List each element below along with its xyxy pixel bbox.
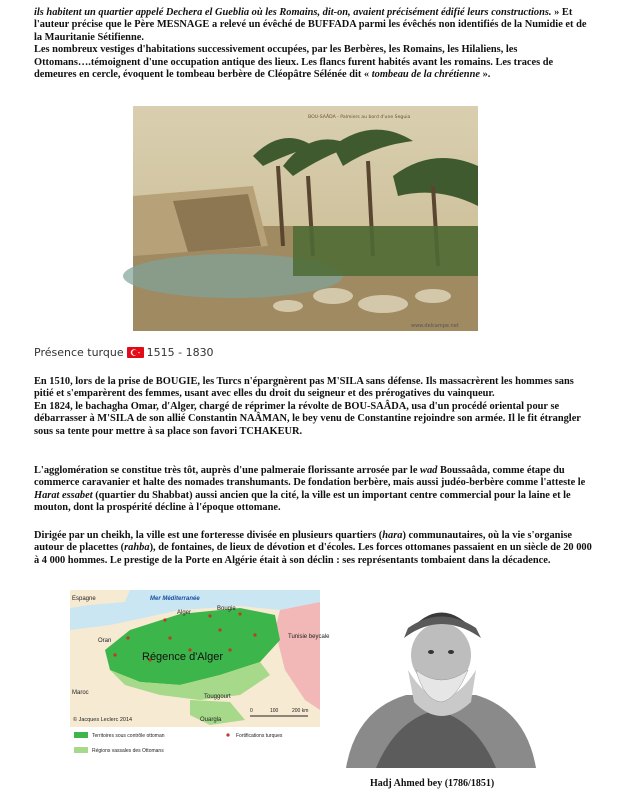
cheikh-paragraph: Dirigée par un cheikh, la ville est une forteresse divisée en plusieurs quartiers (hara) communautaires, où la vie s'organise autour de placettes (rahba), de fontaines, de lieux de dévotion et d'écoles. Les forces ottomanes passaient en un siècle de 20 000 à 4 000 hommes. Le prestige de la Porte en Algérie était à son déclin : ses représentants tombaient dans la décadence.	[34, 530, 592, 566]
map-label-mer: Mer Méditerranée	[150, 596, 200, 602]
agglomeration-paragraph: L'agglomération se constitue très tôt, auprès d'une palmeraie florissante arrosée par le wad Boussaâda, comme étape du commerce caravanier et halte des nomades transhumants. De fondation berbère, mais aussi judéo-berbère comme l'atteste le Harat essabet (quartier du Shabbat) aussi ancien que la cité, la ville est un important centre commercial pour la laine et le mouton, dont la prospérité décline à l'époque ottomane.	[34, 465, 586, 514]
map-label-regence: Régence d'Alger	[142, 651, 223, 663]
intro-paragraph: ils habitent un quartier appelé Dechera el Gueblia où les Romains, dit-on, avaient précisément édifié leurs constructions. » Et l'auteur précise que le Père MESNAGE a relevé un évêché de BUFFADA parmi les évêchés non identifiés de la Numidie et de la Mauritanie Sétifienne. Les nombreux vestiges d'habitations successivement occupées, par les Berbères, les Romains, les Hilaliens, les Ottomans….témoignent d'une occupation antique des lieux. Les flancs furent habités avant les romains. Les traces de demeures en cercle, évoquent le tombeau berbère de Cléopâtre Sélénée dit « tombeau de la chrétienne ».	[34, 7, 587, 81]
legend-vassal: Régions vassales des Ottomans	[92, 748, 164, 754]
photo-caption: BOU-SAÂDA - Palmiers au bord d'une Seguia	[308, 115, 411, 120]
svg-text:100: 100	[270, 708, 279, 714]
map-label-touggourt: Touggourt	[204, 694, 231, 700]
section-title: Présence turque	[34, 346, 124, 359]
svg-text:0: 0	[250, 708, 253, 714]
photo-credit: www.delcampe.net	[411, 323, 459, 329]
bou-saada-photo	[133, 106, 478, 331]
map-label-oran: Oran	[98, 638, 112, 644]
legend-vassal-swatch	[74, 747, 88, 753]
map-copyright: © Jacques Leclerc 2014	[73, 717, 133, 723]
intro-quote: ils habitent un quartier appelé Dechera el Gueblia où les Romains, dit-on, avaient précisément édifié leurs constructions.	[34, 7, 552, 18]
svg-text:200 km: 200 km	[292, 708, 309, 714]
legend-territory: Territoires sous contrôle ottoman	[92, 733, 165, 739]
turkish-flag-icon	[127, 347, 144, 358]
regence-alger-map	[70, 590, 330, 765]
map-label-ouargla: Ouargla	[200, 717, 222, 723]
section-header	[34, 346, 214, 359]
legend-territory-swatch	[74, 732, 88, 738]
section-dates: 1515 - 1830	[146, 346, 214, 359]
history-paragraph: En 1510, lors de la prise de BOUGIE, les Turcs n'épargnèrent pas M'SILA sans défense. Ils massacrèrent les hommes sans pitié et s'emparèrent des femmes, usant avec elles du droit du seigneur et des prérogatives du vainqueur. En 1824, le bachagha Omar, d'Alger, chargé de réprimer la révolte de BOU-SAÂDA, usa d'un procédé oriental pour se débarrasser à M'SILA de son allié Constantin NAÂMAN, le bey venu de Constantine rejoindre son armée. Il le fit étrangler sous sa tente pour mettre à sa place son favori TCHAKEUR.	[34, 376, 581, 437]
map-label-tunisie: Tunisie beycale	[288, 634, 330, 640]
map-label-alger: Alger	[177, 610, 192, 616]
map-label-maroc: Maroc	[72, 690, 89, 696]
portrait-caption: Hadj Ahmed bey (1786/1851)	[370, 778, 495, 789]
hadj-ahmed-bey-portrait	[336, 590, 546, 768]
map-label-espagne: Espagne	[72, 596, 96, 602]
map-label-bougie: Bougie	[217, 606, 236, 612]
legend-fort: Fortifications turques	[236, 733, 283, 739]
legend-fort-marker	[226, 733, 229, 736]
